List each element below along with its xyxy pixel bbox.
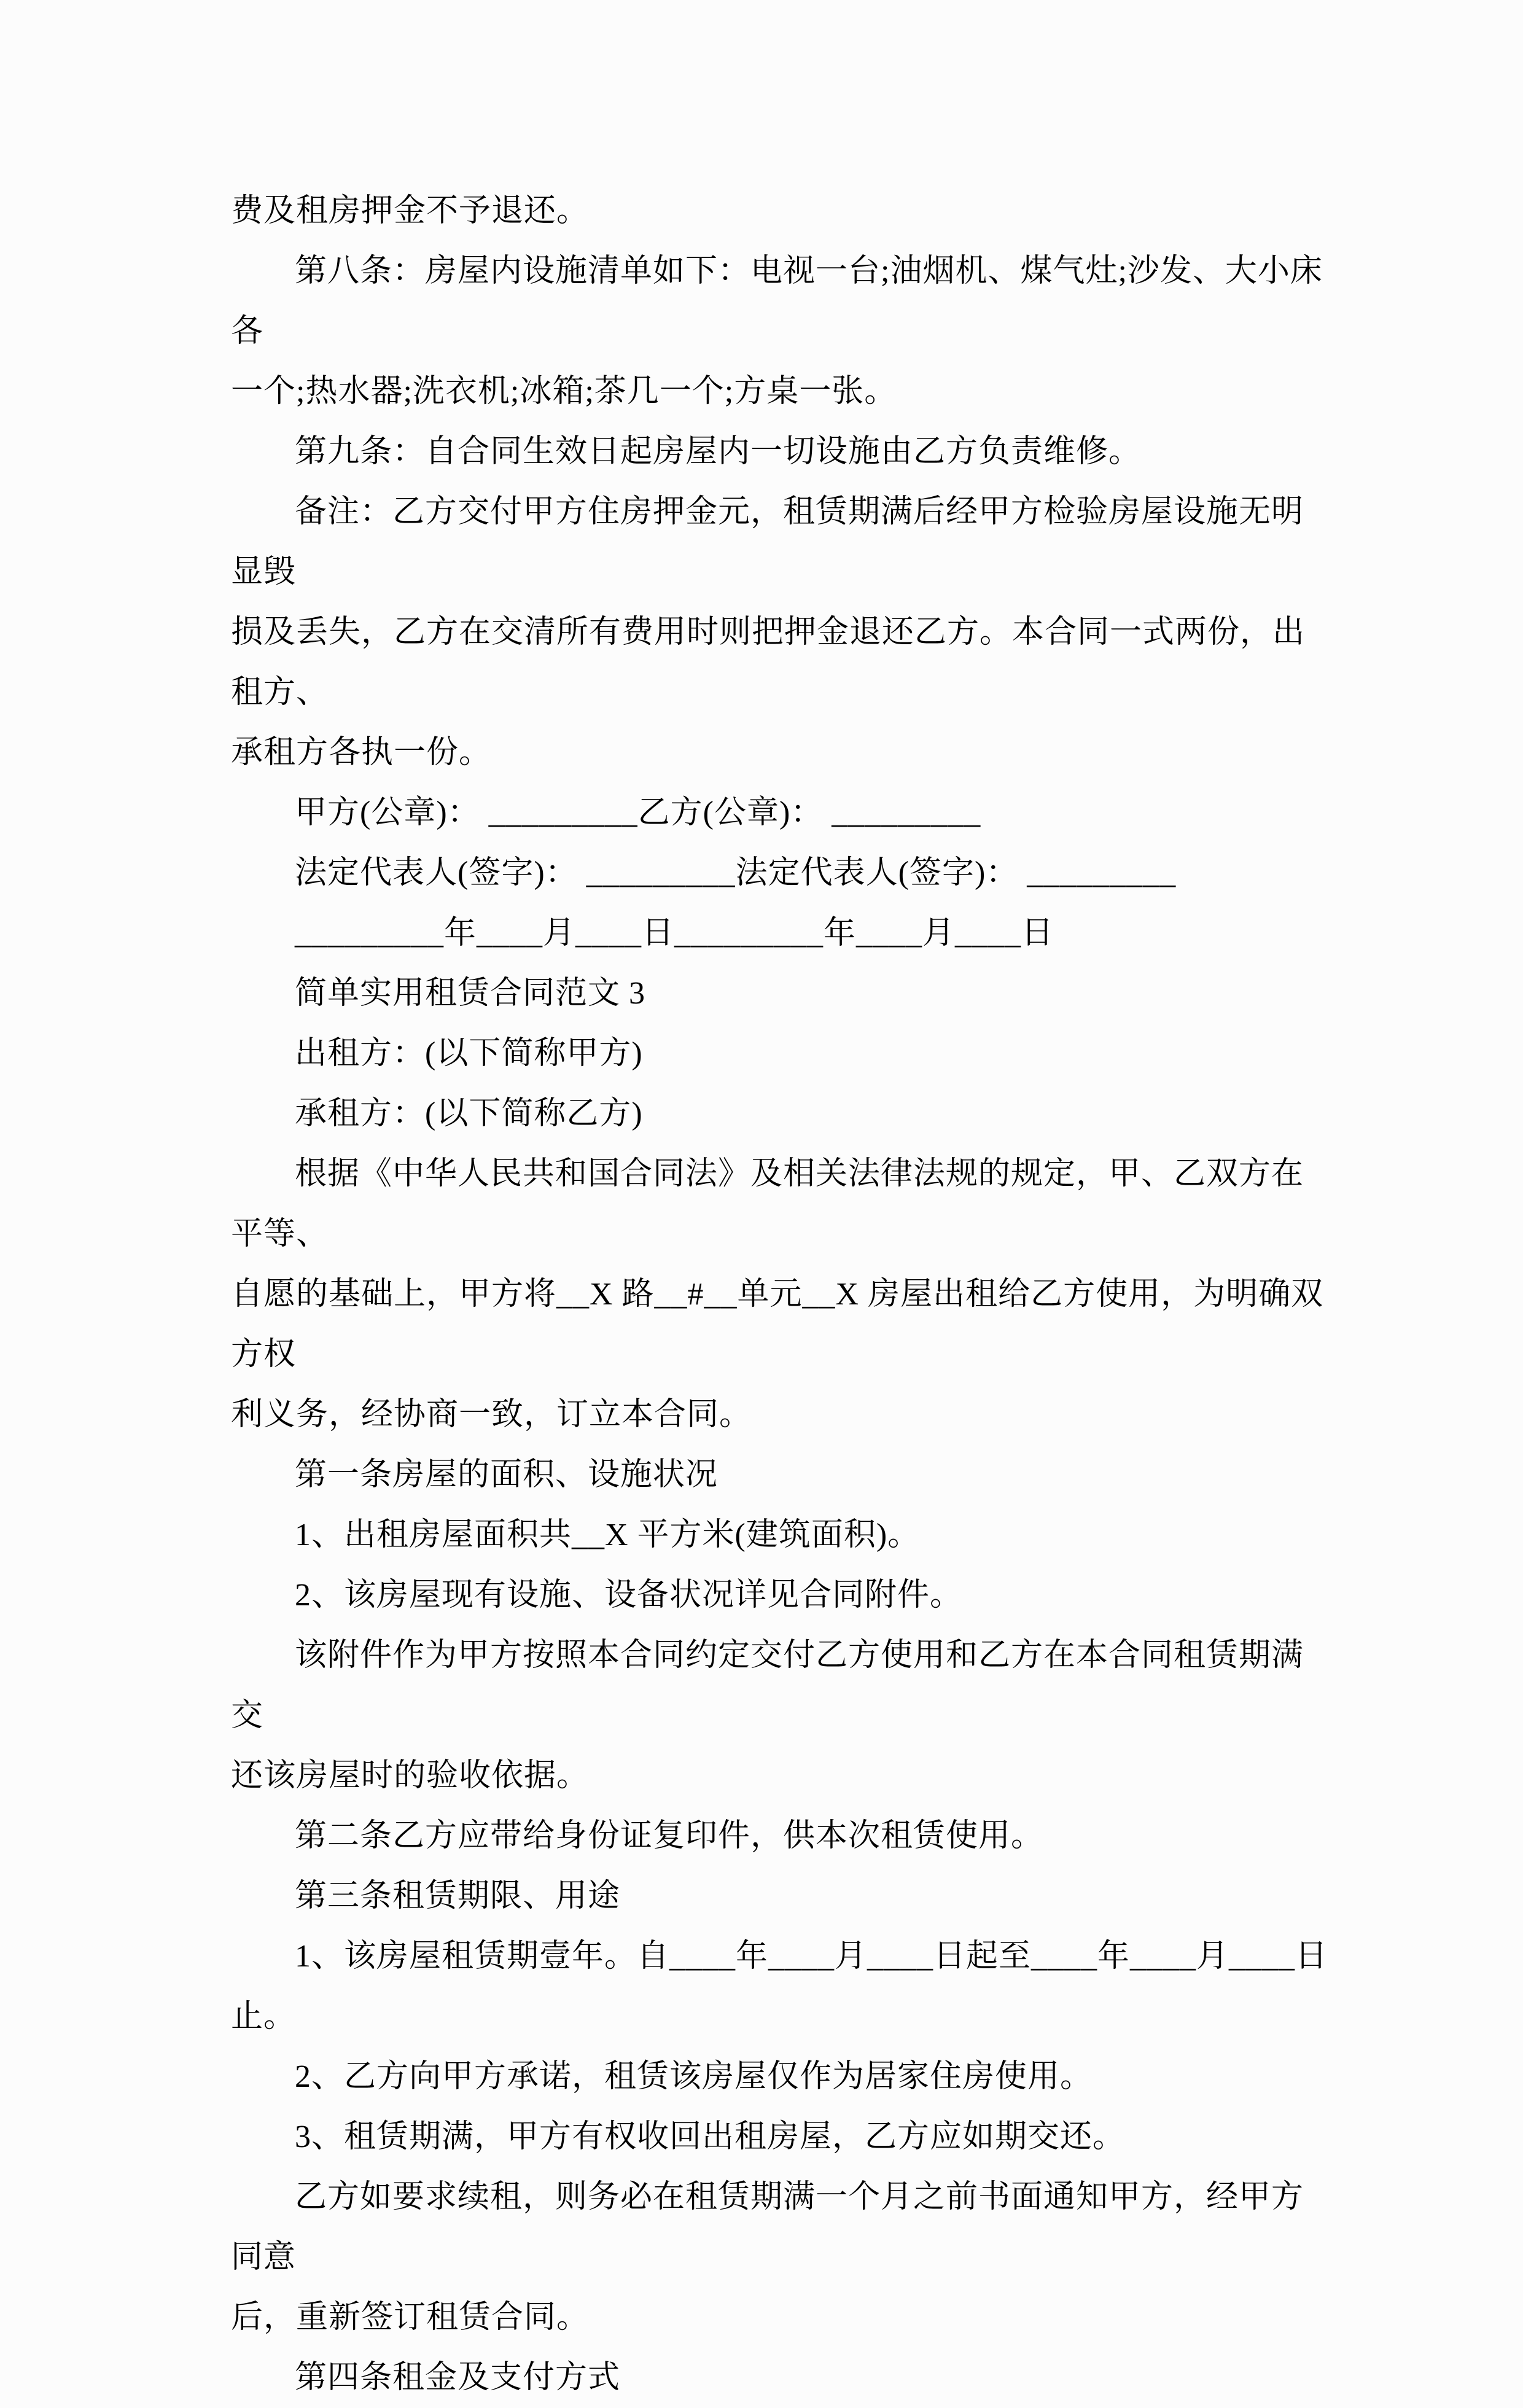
paragraph-line: 后，重新签订租赁合同。 <box>231 2300 590 2335</box>
paragraph-line: 1、该房屋租赁期壹年。自____年____月____日起至____年____月____日止。 <box>231 1939 1328 2034</box>
paragraph-line: 第九条：自合同生效日起房屋内一切设施由乙方负责维修。 <box>295 434 1142 469</box>
paragraph-line: 3、租赁期满，甲方有权收回出租房屋，乙方应如期交还。 <box>295 2119 1126 2154</box>
paragraph-line: 2、乙方向甲方承诺，租赁该房屋仅作为居家住房使用。 <box>295 2059 1093 2094</box>
paragraph-line: 简单实用租赁合同范文 3 <box>295 976 646 1011</box>
paragraph-line: 自愿的基础上，甲方将__X 路__#__单元__X 房屋出租给乙方使用，为明确双方权 <box>231 1277 1324 1372</box>
paragraph-line: 2、该房屋现有设施、设备状况详见合同附件。 <box>295 1578 963 1613</box>
paragraph-line: 根据《中华人民共和国合同法》及相关法律法规的规定，甲、乙双方在平等、 <box>231 1156 1304 1252</box>
paragraph-line: 承租方：(以下简称乙方) <box>295 1096 643 1131</box>
paragraph-line: 法定代表人(签字)： _________法定代表人(签字)： _________ <box>295 855 1177 890</box>
paragraph-line: 费及租房押金不予退还。 <box>231 193 590 228</box>
paragraph-line: 还该房屋时的验收依据。 <box>231 1758 590 1793</box>
paragraph-line: 第四条租金及支付方式 <box>295 2360 621 2395</box>
paragraph-line: 甲方(公章)： _________乙方(公章)： _________ <box>295 795 981 830</box>
paragraph-line: 第三条租赁期限、用途 <box>295 1879 621 1914</box>
paragraph-line: 乙方如要求续租，则务必在租赁期满一个月之前书面通知甲方，经甲方同意 <box>231 2180 1304 2275</box>
paragraph-line: 1、出租房屋面积共__X 平方米(建筑面积)。 <box>295 1518 921 1553</box>
paragraph-line: 该附件作为甲方按照本合同约定交付乙方使用和乙方在本合同租赁期满交 <box>231 1638 1304 1733</box>
paragraph-line: 损及丢失，乙方在交清所有费用时则把押金退还乙方。本合同一式两份，出租方、 <box>231 615 1306 710</box>
paragraph-line: 备注：乙方交付甲方住房押金元，租赁期满后经甲方检验房屋设施无明显毁 <box>231 494 1304 590</box>
paragraph-line: _________年____月____日_________年____月____日 <box>295 916 1054 951</box>
paragraph-line: 承租方各执一份。 <box>231 735 492 770</box>
paragraph-line: 利义务，经协商一致，订立本合同。 <box>231 1397 752 1432</box>
paragraph-line: 第二条乙方应带给身份证复印件，供本次租赁使用。 <box>295 1818 1044 1853</box>
paragraph-line: 一个;热水器;洗衣机;冰箱;茶几一个;方桌一张。 <box>231 374 897 409</box>
paragraph-line: 第一条房屋的面积、设施状况 <box>295 1457 719 1492</box>
paragraph-line: 第八条：房屋内设施清单如下：电视一台;油烟机、煤气灶;沙发、大小床各 <box>231 254 1323 349</box>
paragraph-line: 出租方：(以下简称甲方) <box>295 1036 643 1071</box>
